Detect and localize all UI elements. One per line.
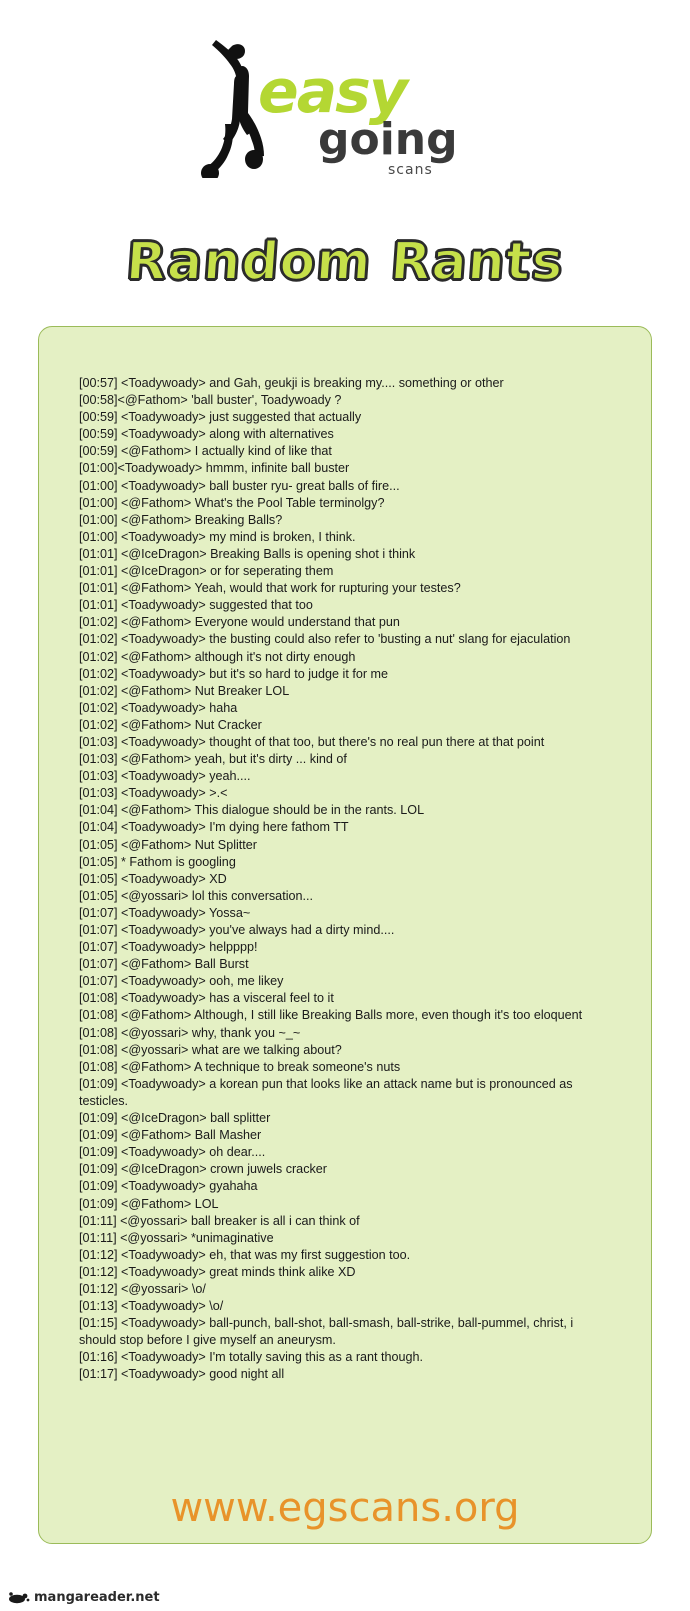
chat-log-line: [01:11] <@yossari> *unimaginative: [79, 1230, 274, 1245]
chat-log-line: [00:59] <Toadywoady> along with alternatives: [79, 427, 334, 442]
chat-log-line: [01:02] <@Fathom> although it's not dirty enough: [79, 649, 356, 664]
chat-log-line: [01:08] <@yossari> why, thank you ~_~: [79, 1025, 301, 1040]
chat-log-line: [01:03] <@Fathom> yeah, but it's dirty ... kind of: [79, 752, 347, 767]
chat-log-line: [00:57] <Toadywoady> and Gah, geukji is breaking my.... something or other: [79, 376, 504, 390]
splat-icon: [8, 1591, 30, 1605]
chat-log-line: [01:04] <Toadywoady> I'm dying here fathom TT: [79, 820, 349, 835]
chat-log-line: [01:16] <Toadywoady> I'm totally saving this as a rant though.: [79, 1350, 424, 1365]
chat-log-line: [01:07] <@Fathom> Ball Burst: [79, 957, 249, 972]
chat-log-line: [01:05] <@yossari> lol this conversation...: [79, 888, 313, 903]
chat-log-line: [01:09] <@Fathom> Ball Masher: [79, 1128, 262, 1143]
chat-log-line: [01:01] <@IceDragon> Breaking Balls is opening shot i think: [79, 546, 416, 561]
chat-log-line: [01:04] <@Fathom> This dialogue should be in the rants. LOL: [79, 803, 425, 818]
chat-log-line: [01:12] <@yossari> \o/: [79, 1281, 206, 1296]
chat-log-line: [01:08] <@yossari> what are we talking about?: [79, 1042, 342, 1057]
chat-log-line: [01:01] <@Fathom> Yeah, would that work for rupturing your testes?: [79, 581, 461, 596]
chat-log-line: [01:09] <Toadywoady> oh dear....: [79, 1145, 266, 1160]
chat-log-line: [01:09] <@Fathom> LOL: [79, 1196, 219, 1211]
chat-log-line: [01:08] <@Fathom> Although, I still like Breaking Balls more, even though it's too eloquent: [79, 1008, 583, 1023]
chat-log-line: [01:09] <Toadywoady> a korean pun that looks like an attack name but is pronounced as testicles.: [79, 1076, 573, 1108]
chat-log-line: [01:00] <Toadywoady> my mind is broken, I think.: [79, 529, 356, 544]
chat-log-line: [01:02] <@Fathom> Nut Breaker LOL: [79, 683, 290, 698]
chat-log-list: [79, 375, 613, 1384]
logo-word-easy: easy: [258, 57, 407, 127]
chat-log-line: [01:07] <Toadywoady> you've always had a dirty mind....: [79, 923, 395, 937]
chat-log-line: [01:05] <@Fathom> Nut Splitter: [79, 837, 257, 852]
chat-log-line: [01:00] <@Fathom> Breaking Balls?: [79, 512, 283, 527]
chat-log-line: [01:01] <Toadywoady> suggested that too: [79, 598, 313, 613]
chat-log-line: [01:15] <Toadywoady> ball-punch, ball-shot, ball-smash, ball-strike, ball-pummel, christ, i should stop before I give myself an aneurysm.: [79, 1316, 574, 1348]
chat-log-line: [00:59] <Toadywoady> just suggested that actually: [79, 410, 362, 425]
chat-log-line: [01:12] <Toadywoady> great minds think alike XD: [79, 1264, 356, 1279]
chat-log-line: [01:02] <@Fathom> Nut Cracker: [79, 717, 262, 732]
logo-word-going: going: [318, 114, 458, 165]
page-title: Random Rants: [124, 232, 566, 292]
chat-log-line: [01:02] <Toadywoady> but it's so hard to judge it for me: [79, 666, 389, 681]
chat-log-line: [01:09] <@IceDragon> crown juwels cracker: [79, 1162, 327, 1177]
chat-log-panel: [38, 326, 652, 1544]
chat-log-line: [01:17] <Toadywoady> good night all: [79, 1367, 285, 1382]
chat-log-line: [01:08] <Toadywoady> has a visceral feel to it: [79, 991, 334, 1006]
chat-log-line: [01:13] <Toadywoady> \o/: [79, 1299, 224, 1314]
chat-log-line: [01:09] <Toadywoady> gyahaha: [79, 1179, 258, 1194]
chat-log-line: [00:58]<@Fathom> 'ball buster', Toadywoady ?: [79, 393, 342, 408]
chat-log-line: [01:09] <@IceDragon> ball splitter: [79, 1111, 271, 1126]
site-logo: [0, 0, 690, 210]
chat-log-line: [01:03] <Toadywoady> yeah....: [79, 769, 251, 784]
chat-log-line: [01:03] <Toadywoady> >.<: [79, 786, 228, 801]
chat-log-line: [01:02] <@Fathom> Everyone would understand that pun: [79, 615, 400, 630]
chat-log-line: [01:12] <Toadywoady> eh, that was my first suggestion too.: [79, 1247, 411, 1262]
chat-log-line: [01:05] * Fathom is googling: [79, 854, 236, 869]
chat-log-line: [01:02] <Toadywoady> the busting could also refer to 'busting a nut' slang for ejaculation: [79, 632, 571, 647]
chat-log-line: [00:59] <@Fathom> I actually kind of like that: [79, 444, 332, 459]
chat-log-line: [01:01] <@IceDragon> or for seperating them: [79, 564, 334, 579]
chat-log-line: [01:07] <Toadywoady> helpppp!: [79, 940, 258, 955]
chat-log-line: [01:08] <@Fathom> A technique to break someone's nuts: [79, 1059, 401, 1074]
watermark-text: mangareader.net: [34, 1590, 160, 1605]
watermark: [8, 1590, 160, 1605]
chat-log-line: [01:02] <Toadywoady> haha: [79, 700, 238, 715]
site-url: www.egscans.org: [170, 1485, 520, 1531]
chat-log-line: [01:05] <Toadywoady> XD: [79, 871, 227, 886]
chat-log-line: [01:07] <Toadywoady> Yossa~: [79, 905, 251, 920]
chat-log-line: [01:07] <Toadywoady> ooh, me likey: [79, 974, 284, 989]
logo-word-scans: scans: [388, 162, 433, 178]
chat-log-line: [01:03] <Toadywoady> thought of that too, but there's no real pun there at that point: [79, 734, 545, 749]
chat-log-line: [01:00] <Toadywoady> ball buster ryu- great balls of fire...: [79, 478, 400, 493]
chat-log-line: [01:00] <@Fathom> What's the Pool Table terminolgy?: [79, 495, 385, 510]
chat-log-line: [01:00]<Toadywoady> hmmm, infinite ball buster: [79, 461, 350, 476]
chat-log-line: [01:11] <@yossari> ball breaker is all i can think of: [79, 1213, 360, 1228]
